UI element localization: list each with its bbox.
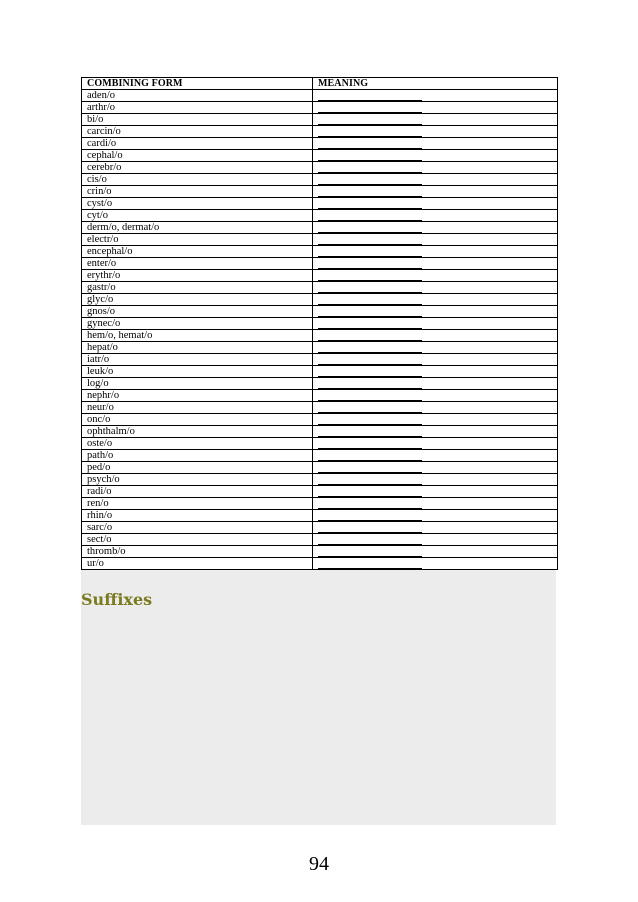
table-header-row [82, 78, 558, 90]
meaning-cell [313, 246, 558, 258]
meaning-blank-line[interactable] [318, 510, 422, 521]
table-row [82, 306, 558, 318]
table-row [82, 474, 558, 486]
meaning-blank-line[interactable] [318, 90, 422, 101]
meaning-blank-line[interactable] [318, 474, 422, 485]
combining-form-cell: thromb/o [82, 546, 313, 558]
meaning-cell [313, 174, 558, 186]
combining-form-cell: aden/o [82, 90, 313, 102]
meaning-blank-line[interactable] [318, 198, 422, 209]
table-row [82, 246, 558, 258]
table-row [82, 378, 558, 390]
combining-form-cell: neur/o [82, 402, 313, 414]
combining-form-cell: path/o [82, 450, 313, 462]
combining-form-cell: rhin/o [82, 510, 313, 522]
meaning-cell [313, 318, 558, 330]
table-row [82, 294, 558, 306]
meaning-cell [313, 546, 558, 558]
meaning-blank-line[interactable] [318, 438, 422, 449]
meaning-blank-line[interactable] [318, 354, 422, 365]
meaning-cell [313, 402, 558, 414]
combining-form-cell: radi/o [82, 486, 313, 498]
meaning-cell [313, 222, 558, 234]
meaning-blank-line[interactable] [318, 318, 422, 329]
combining-form-cell: gastr/o [82, 282, 313, 294]
combining-form-cell: ophthalm/o [82, 426, 313, 438]
table-row [82, 126, 558, 138]
combining-form-cell: psych/o [82, 474, 313, 486]
meaning-cell [313, 102, 558, 114]
meaning-blank-line[interactable] [318, 162, 422, 173]
meaning-cell [313, 378, 558, 390]
table-row [82, 450, 558, 462]
meaning-blank-line[interactable] [318, 222, 422, 233]
meaning-blank-line[interactable] [318, 462, 422, 473]
meaning-blank-line[interactable] [318, 522, 422, 533]
table-row [82, 426, 558, 438]
table-row [82, 234, 558, 246]
meaning-blank-line[interactable] [318, 102, 422, 113]
table-row [82, 546, 558, 558]
table-row [82, 558, 558, 570]
combining-form-cell: hem/o, hemat/o [82, 330, 313, 342]
combining-form-cell: derm/o, dermat/o [82, 222, 313, 234]
table-row [82, 462, 558, 474]
table-row [82, 258, 558, 270]
combining-form-cell: electr/o [82, 234, 313, 246]
meaning-cell [313, 522, 558, 534]
meaning-cell [313, 414, 558, 426]
meaning-cell [313, 330, 558, 342]
combining-form-cell: iatr/o [82, 354, 313, 366]
meaning-cell [313, 426, 558, 438]
combining-form-cell: glyc/o [82, 294, 313, 306]
meaning-cell [313, 498, 558, 510]
page-number: 94 [309, 853, 329, 875]
meaning-blank-line[interactable] [318, 450, 422, 461]
meaning-blank-line[interactable] [318, 150, 422, 161]
meaning-cell [313, 354, 558, 366]
combining-form-cell: cyt/o [82, 210, 313, 222]
meaning-cell [313, 390, 558, 402]
combining-form-cell: sect/o [82, 534, 313, 546]
meaning-cell [313, 462, 558, 474]
table-row [82, 222, 558, 234]
table-row [82, 198, 558, 210]
meaning-blank-line[interactable] [318, 546, 422, 557]
meaning-blank-line[interactable] [318, 114, 422, 125]
combining-form-cell: cephal/o [82, 150, 313, 162]
meaning-blank-line[interactable] [318, 426, 422, 437]
header-meaning: MEANING [313, 78, 558, 90]
meaning-blank-line[interactable] [318, 234, 422, 245]
meaning-cell [313, 510, 558, 522]
meaning-blank-line[interactable] [318, 174, 422, 185]
table-row [82, 390, 558, 402]
meaning-blank-line[interactable] [318, 282, 422, 293]
combining-forms-table [81, 77, 558, 570]
table-row [82, 510, 558, 522]
meaning-blank-line[interactable] [318, 414, 422, 425]
section-title-suffixes: Suffixes [81, 590, 153, 609]
table-row [82, 210, 558, 222]
meaning-cell [313, 198, 558, 210]
table-row [82, 138, 558, 150]
meaning-cell [313, 234, 558, 246]
table-row [82, 438, 558, 450]
combining-form-cell: cardi/o [82, 138, 313, 150]
meaning-cell [313, 138, 558, 150]
meaning-blank-line[interactable] [318, 378, 422, 389]
table-row [82, 354, 558, 366]
meaning-blank-line[interactable] [318, 366, 422, 377]
table-row [82, 150, 558, 162]
meaning-cell [313, 150, 558, 162]
meaning-blank-line[interactable] [318, 486, 422, 497]
meaning-blank-line[interactable] [318, 126, 422, 137]
meaning-cell [313, 342, 558, 354]
meaning-cell [313, 282, 558, 294]
table-row [82, 162, 558, 174]
meaning-cell [313, 474, 558, 486]
combining-form-cell: sarc/o [82, 522, 313, 534]
combining-form-cell: nephr/o [82, 390, 313, 402]
table-row [82, 186, 558, 198]
table-row [82, 342, 558, 354]
meaning-cell [313, 294, 558, 306]
combining-form-cell: arthr/o [82, 102, 313, 114]
meaning-cell [313, 114, 558, 126]
combining-form-cell: hepat/o [82, 342, 313, 354]
meaning-cell [313, 438, 558, 450]
header-combining-form: COMBINING FORM [82, 78, 313, 90]
combining-form-cell: cis/o [82, 174, 313, 186]
meaning-cell [313, 90, 558, 102]
table-row [82, 498, 558, 510]
combining-form-cell: cerebr/o [82, 162, 313, 174]
combining-form-cell: oste/o [82, 438, 313, 450]
table-row [82, 414, 558, 426]
table-row [82, 318, 558, 330]
combining-form-cell: crin/o [82, 186, 313, 198]
meaning-cell [313, 258, 558, 270]
meaning-cell [313, 126, 558, 138]
meaning-cell [313, 534, 558, 546]
meaning-blank-line[interactable] [318, 402, 422, 413]
combining-form-cell: encephal/o [82, 246, 313, 258]
combining-form-cell: erythr/o [82, 270, 313, 282]
table-row [82, 102, 558, 114]
combining-form-cell: leuk/o [82, 366, 313, 378]
meaning-cell [313, 210, 558, 222]
table-row [82, 114, 558, 126]
meaning-cell [313, 162, 558, 174]
meaning-blank-line[interactable] [318, 498, 422, 509]
meaning-blank-line[interactable] [318, 306, 422, 317]
combining-form-cell: cyst/o [82, 198, 313, 210]
combining-form-cell: gnos/o [82, 306, 313, 318]
meaning-cell [313, 558, 558, 570]
meaning-blank-line[interactable] [318, 330, 422, 341]
table-row [82, 486, 558, 498]
combining-form-cell: bi/o [82, 114, 313, 126]
combining-form-cell: ren/o [82, 498, 313, 510]
table-row [82, 90, 558, 102]
meaning-cell [313, 186, 558, 198]
combining-form-cell: onc/o [82, 414, 313, 426]
meaning-blank-line[interactable] [318, 534, 422, 545]
meaning-blank-line[interactable] [318, 558, 422, 569]
meaning-cell [313, 366, 558, 378]
meaning-blank-line[interactable] [318, 210, 422, 221]
table-row [82, 522, 558, 534]
meaning-blank-line[interactable] [318, 258, 422, 269]
table-row [82, 174, 558, 186]
table-row [82, 270, 558, 282]
meaning-cell [313, 270, 558, 282]
meaning-cell [313, 306, 558, 318]
combining-form-cell: gynec/o [82, 318, 313, 330]
combining-form-cell: ped/o [82, 462, 313, 474]
meaning-blank-line[interactable] [318, 138, 422, 149]
combining-form-cell: enter/o [82, 258, 313, 270]
meaning-blank-line[interactable] [318, 246, 422, 257]
meaning-blank-line[interactable] [318, 294, 422, 305]
table-row [82, 282, 558, 294]
table-row [82, 330, 558, 342]
table-body [82, 90, 558, 570]
meaning-blank-line[interactable] [318, 186, 422, 197]
table-row [82, 534, 558, 546]
combining-form-cell: carcin/o [82, 126, 313, 138]
meaning-blank-line[interactable] [318, 342, 422, 353]
meaning-cell [313, 486, 558, 498]
meaning-cell [313, 450, 558, 462]
combining-form-cell: log/o [82, 378, 313, 390]
combining-form-cell: ur/o [82, 558, 313, 570]
meaning-blank-line[interactable] [318, 390, 422, 401]
table-row [82, 402, 558, 414]
meaning-blank-line[interactable] [318, 270, 422, 281]
table-row [82, 366, 558, 378]
